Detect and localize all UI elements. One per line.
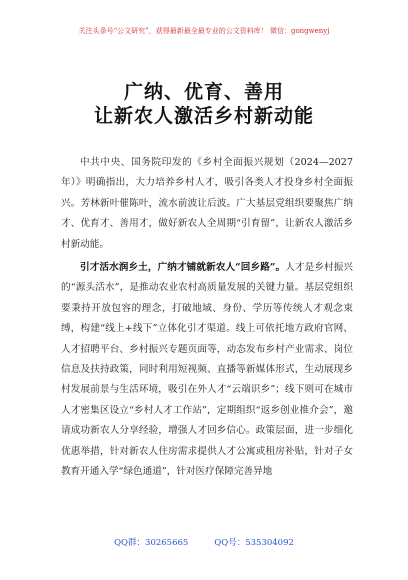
paragraph-lead-sentence: 引才活水润乡土，广纳才铺就新农人“回乡路”。 — [80, 262, 286, 273]
promo-banner — [0, 26, 408, 36]
paragraph-intro: 中共中央、国务院印发的《乡村全面振兴规划（2024—2027年）》明确指出，大力培养乡村人才，吸引各类人才投身乡村全面振兴。芳林新叶催陈叶，流水前波让后波。广大基层党组织要聚焦广纳才、优育才、善用才，做好新农人全周期“引育留”，让新农人激活乡村新动能。 — [61, 157, 353, 250]
contact-footer — [0, 537, 408, 549]
paragraph-attract-talent — [61, 258, 353, 482]
qq-account-number: QQ号：535304092 — [214, 538, 294, 548]
promo-banner-text: 关注头条号“公文研究”，获得最新最全最专业的公文资料库！ 微信：gongwenyj — [78, 27, 330, 35]
paragraph-body: 人才是乡村振兴的“源头活水”，是推动农业农村高质量发展的关键力量。基层党组织要秉持开放包容的理念，打破地域、身份、学历等传统人才观念束缚，构建“线上+线下”立体化引才渠道。线上可依托地方政府官网、人才招聘平台、乡村振兴专题页面等，动态发布乡村产业需求、岗位信息及扶持政策，同时利用短视频、直播等新媒体形式，生动展现乡村发展前景与生活环境，吸引在外人才“云端识乡”；线下则可在城市人才密集区设立“乡村人才工作站”，定期组织“返乡创业推介会”，邀请成功新农人分享经验，增强人才回乡信心。政策层面，进一步细化优惠举措，针对新农人住房需求提供人才公寓或租房补贴，针对子女教育开通入学“绿色通道”，针对医疗保障完善异地 — [61, 262, 354, 478]
title-line-1: 广纳、优育、善用 — [123, 81, 284, 103]
title-line-2: 让新农人激活乡村新动能 — [93, 105, 314, 127]
qq-group-number: QQ群：30265665 — [114, 538, 189, 548]
